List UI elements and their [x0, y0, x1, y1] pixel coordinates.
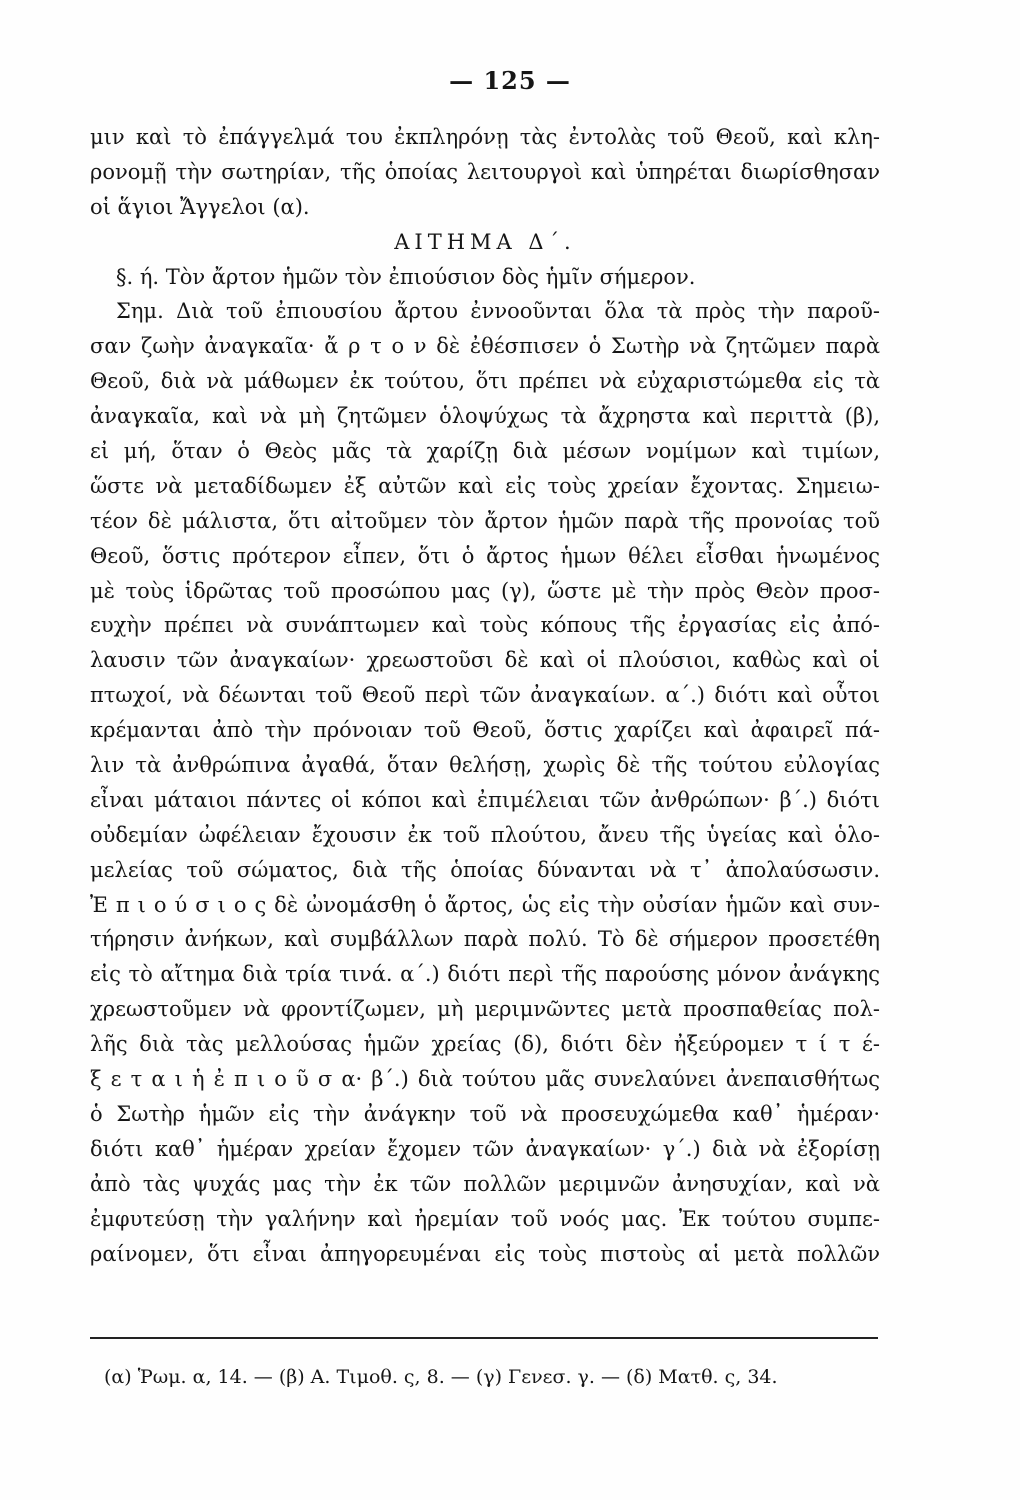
text-line: διότι καθ᾽ ἡμέραν χρείαν ἔχομεν τῶν ἀναγκαίων· γ΄.) διὰ νὰ ἐξορίσῃ [90, 1136, 880, 1161]
text-line: λῆς διὰ τὰς μελλούσας ἡμῶν χρείας (δ), διότι δὲν ἠξεύρομεν τ ί τ έ- [90, 1032, 880, 1057]
text-line: ἀπὸ τὰς ψυχάς μας τὴν ἐκ τῶν πολλῶν μεριμνῶν ἀνησυχίαν, καὶ νὰ [90, 1171, 880, 1196]
text-line: ἀναγκαῖα, καὶ νὰ μὴ ζητῶμεν ὁλοψύχως τὰ ἄχρηστα καὶ περιττὰ (β), [90, 404, 880, 429]
text-line: εἰς τὸ αἴτημα διὰ τρία τινά. α΄.) διότι περὶ τῆς παρούσης μόνον ἀνάγκης [90, 962, 880, 987]
text-line: πτωχοί, νὰ δέωνται τοῦ Θεοῦ περὶ τῶν ἀναγκαίων. α΄.) διότι καὶ οὗτοι [90, 683, 880, 708]
text-line: εἶναι μάταιοι πάντες οἱ κόποι καὶ ἐπιμέλειαι τῶν ἀνθρώπων· β΄.) διότι [90, 787, 880, 812]
text-line: σαν ζωὴν ἀναγκαῖα· ἄ ρ τ ο ν δὲ ἐθέσπισεν ὁ Σωτὴρ νὰ ζητῶμεν παρὰ [90, 334, 880, 359]
text-line: εἰ μή, ὅταν ὁ Θεὸς μᾶς τὰ χαρίζῃ διὰ μέσων νομίμων καὶ τιμίων, [90, 439, 880, 464]
text-line: Ἐ π ι ο ύ σ ι ο ς δὲ ὠνομάσθη ὁ ἄρτος, ὡς εἰς τὴν οὐσίαν ἡμῶν καὶ συν- [90, 892, 880, 917]
section-heading: ΑΙΤΗΜΑ Δ΄. [394, 229, 576, 254]
text-line: μελείας τοῦ σώματος, διὰ τῆς ὁποίας δύνανται νὰ τ᾽ ἀπολαύσωσιν. [90, 857, 880, 882]
page-number: — 125 — [449, 66, 571, 95]
section-verse: §. ή. Τὸν ἄρτον ἡμῶν τὸν ἐπιούσιον δὸς ἡμῖν σήμερον. [116, 264, 696, 289]
text-line: οὐδεμίαν ὠφέλειαν ἔχουσιν ἐκ τοῦ πλούτου, ἄνευ τῆς ὑγείας καὶ ὁλο- [90, 822, 880, 847]
text-line: οἱ ἅγιοι Ἄγγελοι (α). [90, 194, 310, 219]
text-line: Θεοῦ, ὅστις πρότερον εἶπεν, ὅτι ὁ ἄρτος ἡμων θέλει εἶσθαι ἡνωμένος [90, 543, 880, 568]
text-line: τήρησιν ἀνήκων, καὶ συμβάλλων παρὰ πολύ. Τὸ δὲ σήμερον προσετέθη [90, 927, 880, 952]
body-text [90, 120, 880, 1271]
text-line: ἐμφυτεύσῃ τὴν γαλήνην καὶ ἠρεμίαν τοῦ νοός μας. Ἐκ τούτου συμπε- [90, 1206, 880, 1231]
footnote-divider [90, 1337, 878, 1339]
text-line: κρέμανται ἀπὸ τὴν πρόνοιαν τοῦ Θεοῦ, ὅστις χαρίζει καὶ ἀφαιρεῖ πά- [90, 718, 880, 743]
text-line: ρονομῇ τὴν σωτηρίαν, τῆς ὁποίας λειτουργοὶ καὶ ὑπηρέται διωρίσθησαν [90, 159, 880, 184]
text-line: τέον δὲ μάλιστα, ὅτι αἰτοῦμεν τὸν ἄρτον ἡμῶν παρὰ τῆς προνοίας τοῦ [90, 508, 880, 533]
text-line: ὥστε νὰ μεταδίδωμεν ἐξ αὐτῶν καὶ εἰς τοὺς χρείαν ἔχοντας. Σημειω- [90, 473, 880, 498]
text-line: χρεωστοῦμεν νὰ φροντίζωμεν, μὴ μεριμνῶντες μετὰ προσπαθείας πολ- [90, 997, 880, 1022]
text-line: λαυσιν τῶν ἀναγκαίων· χρεωστοῦσι δὲ καὶ οἱ πλούσιοι, καθὼς καὶ οἱ [90, 648, 880, 673]
text-line: ραίνομεν, ὅτι εἶναι ἀπηγορευμέναι εἰς τοὺς πιστοὺς αἱ μετὰ πολλῶν [90, 1241, 880, 1266]
text-line: λιν τὰ ἀνθρώπινα ἀγαθά, ὅταν θελήσῃ, χωρὶς δὲ τῆς τούτου εὐλογίας [90, 753, 880, 778]
text-line: ευχὴν πρέπει νὰ συνάπτωμεν καὶ τοὺς κόπους τῆς ἐργασίας εἰς ἀπό- [90, 613, 880, 638]
text-line: μὲ τοὺς ἱδρῶτας τοῦ προσώπου μας (γ), ὥστε μὲ τὴν πρὸς Θεὸν προσ- [90, 578, 880, 603]
text-line: Σημ. Διὰ τοῦ ἐπιουσίου ἄρτου ἐννοοῦνται ὅλα τὰ πρὸς τὴν παροῦ- [116, 299, 880, 324]
text-line: ξ ε τ α ι ἡ ἐ π ι ο ῦ σ α· β΄.) διὰ τούτου μᾶς συνελαύνει ἀνεπαισθήτως [90, 1067, 880, 1092]
text-line: μιν καὶ τὸ ἐπάγγελμά του ἐκπληρόνῃ τὰς ἐντολὰς τοῦ Θεοῦ, καὶ κλη- [90, 125, 880, 149]
text-line: ὁ Σωτὴρ ἡμῶν εἰς τὴν ἀνάγκην τοῦ νὰ προσευχώμεθα καθ᾽ ἡμέραν· [90, 1101, 880, 1126]
text-line: Θεοῦ, διὰ νὰ μάθωμεν ἐκ τούτου, ὅτι πρέπει νὰ εὐχαριστώμεθα εἰς τὰ [90, 369, 880, 394]
footnotes: (α) Ῥωμ. α, 14. — (β) Α. Τιμοθ. ς, 8. — (γ) Γενεσ. γ. — (δ) Ματθ. ς, 34. [104, 1366, 778, 1388]
